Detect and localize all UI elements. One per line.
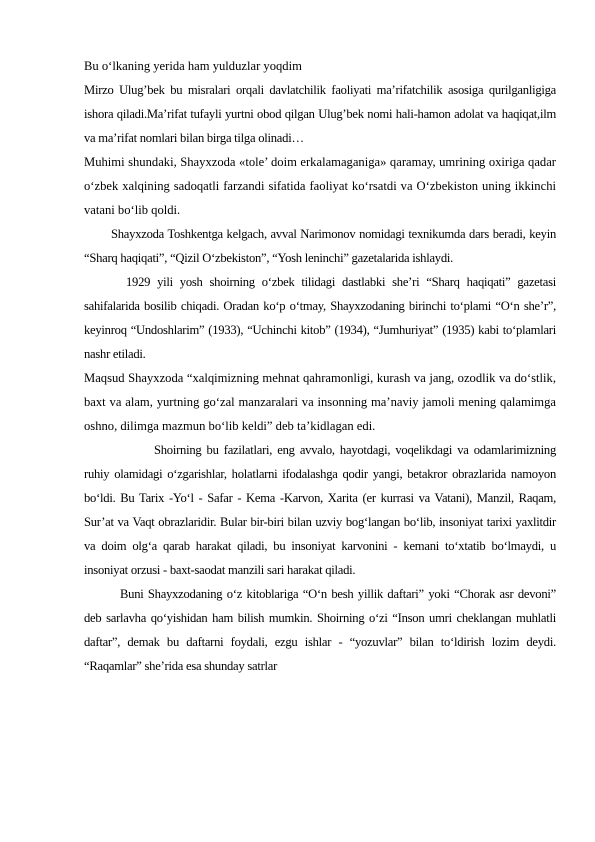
verse-line: Bu o‘lkaning yerida ham yulduzlar yoqdim bbox=[84, 59, 302, 73]
paragraph-buni: Buni Shayxzodaning o‘z kitoblariga “O‘n besh yillik daftari” yoki “Chorak asr devoni” deb sarlavha qo‘yishidan ham bilish mumkin. Shoirning o‘zi “Inson umri cheklangan muhlatli daftar”, demak bu daftarni foydali, ezgu ishlar - “yozuvlar” bilan to‘ldirish lozim deydi. “Raqamlar” she’rida esa shunday satrlar bbox=[84, 587, 556, 673]
paragraph-fazilatlari: Shoirning bu fazilatlari, eng avvalo, hayotdagi, voqelikdagi va odamlarimizning ruhiy olamidagi o‘zgarishlar, holatlarni ifodalashga qodir yangi, betakror obrazlarida namoyon bo‘ldi. Bu Tarix -Yo‘l - Safar - Kema -Karvon, Xarita (er kurrasi va Vatani), Manzil, Raqam, Sur’at va Vaqt obrazlaridir. Bular bir-biri bilan uzviy bog‘langan bo‘lib, insoniyat tarixi yaxlitdir va doim olg‘a qarab harakat qiladi, bu insoniyat karvonini - kemani to‘xtatib bo‘lmaydi, u insoniyat orzusi - baxt-saodat manzili sari harakat qiladi. bbox=[84, 443, 556, 577]
document-page bbox=[84, 54, 556, 678]
paragraph-maqsud: Maqsud Shayxzoda “xalqimizning mehnat qahramonligi, kurash va jang, ozodlik va do‘stlik, baxt va alam, yurtning go‘zal manzaralari va insonning ma’naviy jamoli mening qalamimga oshno, dilimga mazmun bo‘lib keldi” deb ta’kidlagan edi. bbox=[84, 371, 556, 433]
paragraph-toshkent: Shayxzoda Toshkentga kelgach, avval Narimonov nomidagi texnikumda dars beradi, keyin “Sharq haqiqati”, “Qizil O‘zbekiston”, “Yosh leninchi” gazetalarida ishlaydi. bbox=[84, 227, 556, 265]
paragraph-ulugbek: Mirzo Ulug’bek bu misralari orqali davlatchilik faoliyati ma’rifatchilik asosiga qurilganligiga ishora qiladi.Ma’rifat tufayli yurtni obod qilgan Ulug’bek nomi hali-hamon adolat va haqiqat,ilm va ma’rifat nomlari bilan birga tilga olinadi… bbox=[84, 83, 556, 145]
paragraph-muhimi: Muhimi shundaki, Shayxzoda «tole’ doim erkalamaganiga» qaramay, umrining oxiriga qadar o‘zbek xalqining sadoqatli farzandi sifatida faoliyat ko‘rsatdi va O‘zbekiston uning ikkinchi vatani bo‘lib qoldi. bbox=[84, 155, 556, 217]
paragraph-1929: 1929 yili yosh shoirning o‘zbek tilidagi dastlabki she’ri “Sharq haqiqati” gazetasi sahifalarida bosilib chiqadi. Oradan ko‘p o‘tmay, Shayxzodaning birinchi to‘plami “O‘n she’r”, keyinroq “Undoshlarim” (1933), “Uchinchi kitob” (1934), “Jumhuriyat” (1935) kabi to‘plamlari nashr etiladi. bbox=[84, 275, 556, 361]
